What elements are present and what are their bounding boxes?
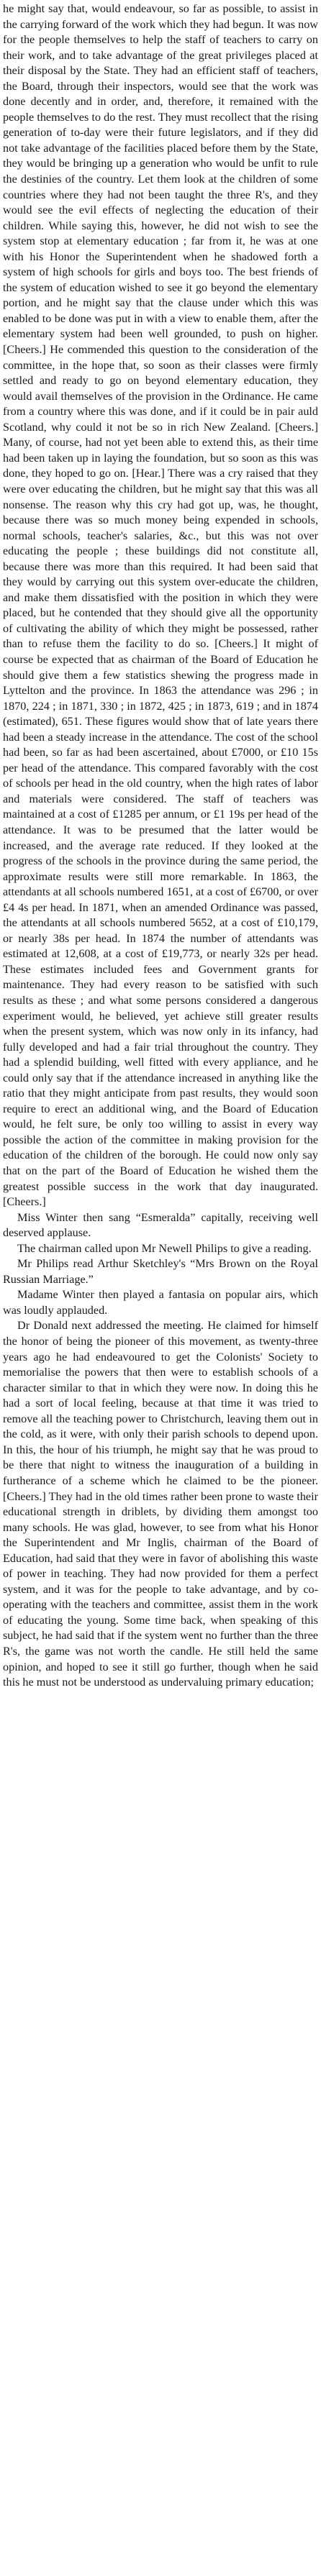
article-paragraph-reading-call: The chairman called upon Mr Newell Philips to give a reading. <box>17 1241 312 1255</box>
article-paragraph-dr-donald: Dr Donald next addressed the meeting. He claimed for himself the honor of being the pioneer of this movement, as twenty-three years ago he had endeavoured to get the Colonists' Society to memorialise the powers that then were to establish schools of a character similar to that in which they were now. In doing this he had a sort of local feeling, because at that time it was tried to remove all the teaching power to Christchurch, leaving them out in the cold, as it were, with only their parish schools to depend upon. In this, the hour of his triumph, he might say that he was proud to be there that night to witness the inauguration of a building in furtherance of a scheme which he claimed to be the pioneer. [Cheers.] They had in the old times rather been prone to waste their educational strength in driblets, by dividing them amongst too many schools. He was glad, however, to see from what his Honor the Superintendent and Mr Inglis, chairman of the Board of Education, had said that they were in favor of abolishing this waste of power in teaching. They had now provided for them a perfect system, and it was for the people to take advantage, and by co-operating with the teachers and committee, assist them in the work of educating the young. Some time back, when speaking of this subject, he had said that if the system went no further than the three R's, the game was not worth the candle. He still held the same opinion, and hoped to see it still go further, though when he said this he must not be understood as undervaluing primary education; <box>3 1319 318 1689</box>
newspaper-article-column <box>3 1 318 1691</box>
article-paragraph-song: Miss Winter then sang “Esmeralda” capitally, receiving well deserved applause. <box>3 1210 318 1240</box>
article-paragraph-reading: Mr Philips read Arthur Sketchley's “Mrs Brown on the Royal Russian Marriage.” <box>3 1257 318 1286</box>
article-paragraph-speech-continued: he might say that, would endeavour, so far as possible, to assist in the carrying forward of the work which they had begun. It was now for the people themselves to help the staff of teachers to carry on their work, and to take advantage of the great privileges placed at their disposal by the State. They had an efficient staff of teachers, the Board, through their inspectors, would see that the work was done decently and in order, and, therefore, it remained with the people themselves to do the rest. They must recollect that the rising generation of to-day were their future legislators, and if they did not take advantage of the facilities placed before them by the State, they would be bringing up a generation who would be unfit to rule the destinies of the country. Let them look at the children of some countries where they had not been taught the three R's, and they would see the evil effects of neglecting the education of their children. While saying this, however, he did not wish to see the system stop at elementary education ; far from it, he was at one with his Honor the Superintendent when he shadowed forth a system of high schools for girls and boys too. The best friends of the system of education wished to see it go beyond the elementary portion, and he might say that the clause under which this was enabled to be done was put in with a view to enable them, after the elementary system had been well grounded, to push on higher. [Cheers.] He commended this question to the consideration of the committee, in the hope that, so soon as their classes were firmly settled and ready to go on beyond elementary education, they would avail themselves of the provision in the Ordinance. He came from a country where this was done, and if it could be in pair auld Scotland, why could it not be so in rich New Zealand. [Cheers.] Many, of course, had not yet been able to extend this, as their time had been taken up in laying the foundation, but so soon as this was done, they hoped to go on. [Hear.] There was a cry raised that they were over educating the children, but he might say that this was all nonsense. The reason why this cry had got up, was, he thought, because there was so much money being expended in schools, normal schools, teacher's salaries, &c., but this was not over educating the people ; these buildings did not constitute all, because there was more than this required. It had been said that they would by carrying out this system over-educate the children, and make them dissatisfied with the position in which they were placed, but he contended that they should give all the opportunity of cultivating the ability of which they might be possessed, rather than to refuse them the facility to do so. [Cheers.] It might of course be expected that as chairman of the Board of Education he should give them a few statistics shewing the progress made in Lyttelton and the province. In 1863 the attendance was 296 ; in 1870, 224 ; in 1871, 330 ; in 1872, 425 ; in 1873, 619 ; and in 1874 (estimated), 651. These figures would show that of late years there had been a steady increase in the attendance. The cost of the school had been, so far as had been ascertained, about £7000, or £10 15s per head of the attendance. This compared favorably with the cost of schools per head in the old country, when the high rates of labor and materials were considered. The staff of teachers was maintained at a cost of £1285 per annum, or £1 19s per head of the attendance. It was to be presumed that the latter would be increased, and the average rate reduced. If they looked at the progress of the schools in the province during the same period, the approximate results were still more remarkable. In 1863, the attendants at all schools numbered 1651, at a cost of £6700, or over £4 4s per head. In 1871, when an amended Ordinance was passed, the attendants at all schools numbered 5652, at a cost of £10,179, or nearly 38s per head. In 1874 the number of attendants was estimated at 12,608, at a cost of £19,773, or nearly 32s per head. These estimates included fees and Government grants for maintenance. They had every reason to be satisfied with such results as these ; and what some persons considered a dangerous experiment would, he believed, yet achieve still greater results when the present system, which was now only in its infancy, had fully developed and had a fair trial throughout the country. They had a splendid building, well fitted with every appliance, and he could only say that if the attendance increased in anything like the ratio that they might anticipate from past results, they would soon require to erect an additional wing, and the Board of Education would, he felt sure, be only too willing to assist in every way possible the action of the committee in making provision for the education of the children of the borough. He could now only say that on the part of the Board of Education he wished them the greatest possible success in the work that day inaugurated. [Cheers.] <box>3 2 318 1209</box>
article-paragraph-fantasia: Madame Winter then played a fantasia on popular airs, which was loudly applauded. <box>3 1288 318 1317</box>
